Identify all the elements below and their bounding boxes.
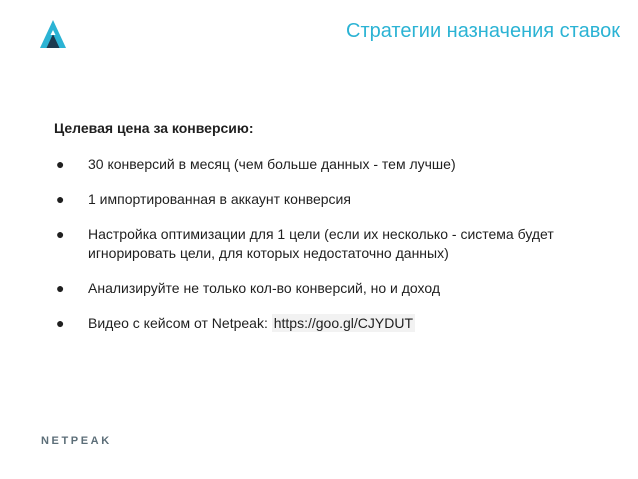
netpeak-triangle-logo-icon — [40, 20, 66, 48]
bullet-icon: ● — [56, 191, 65, 207]
bullet-item-5 — [54, 314, 614, 333]
bullet-item-3 — [54, 225, 614, 263]
bullet-icon: ● — [56, 156, 65, 172]
bullet-text: 30 конверсий в месяц (чем больше данных - тем лучше) — [88, 156, 456, 172]
bullet-item-4 — [54, 279, 614, 298]
bullet-icon: ● — [56, 315, 65, 331]
bullet-text: Настройка оптимизации для 1 цели (если их несколько - система будет игнорировать цели, для которых недостаточно данных) — [88, 226, 554, 261]
bullet-icon: ● — [56, 226, 65, 242]
bullet-item-2 — [54, 190, 614, 209]
bullet-icon: ● — [56, 280, 65, 296]
bullet-item-1 — [54, 155, 614, 174]
section-heading: Целевая цена за конверсию: — [54, 120, 254, 136]
bullet-text: 1 импортированная в аккаунт конверсия — [88, 191, 351, 207]
slide-title: Стратегии назначения ставок — [346, 20, 620, 42]
case-video-link[interactable]: https://goo.gl/CJYDUT — [273, 315, 414, 331]
bullet-text: Анализируйте не только кол-во конверсий, но и доход — [88, 280, 441, 296]
netpeak-brand-wordmark: NETPEAK — [41, 435, 112, 447]
bullet-list — [54, 155, 614, 349]
bullet-text: Видео с кейсом от Netpeak: — [88, 315, 272, 331]
